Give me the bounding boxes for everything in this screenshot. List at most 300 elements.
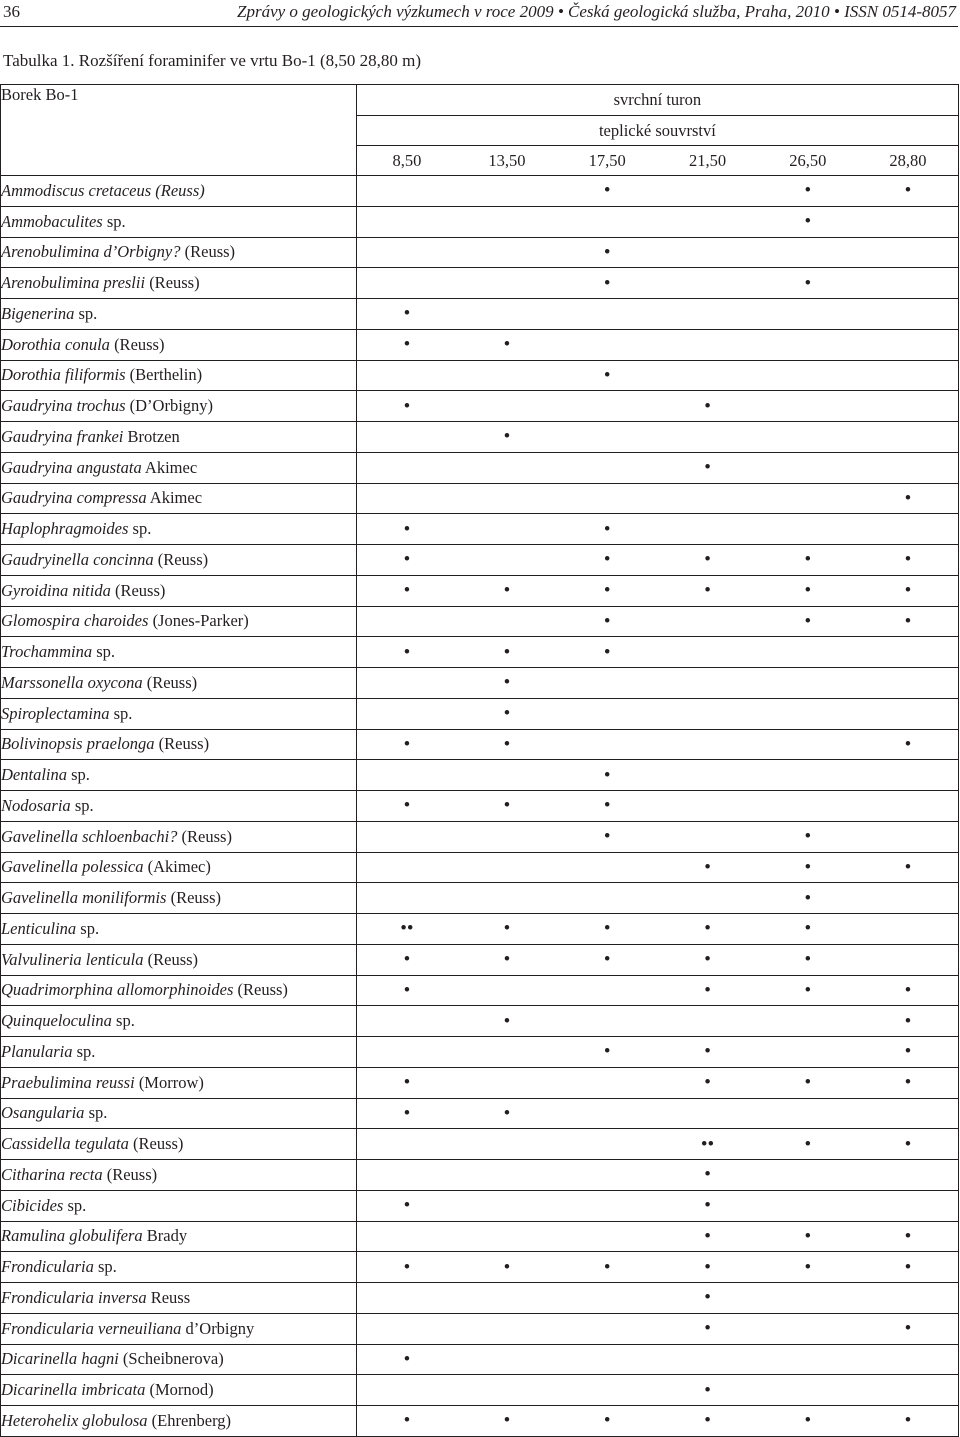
species-binomial: Gaudryina angustata <box>1 457 142 477</box>
occurrence-cell <box>758 698 858 729</box>
occurrence-cell: • <box>858 483 958 514</box>
occurrence-cell: • <box>557 514 657 545</box>
species-name <box>1 1313 357 1344</box>
occurrence-cell: • <box>758 206 858 237</box>
species-name <box>1 514 357 545</box>
species-author: sp. <box>63 1195 87 1215</box>
occurrence-cell: • <box>858 975 958 1006</box>
occurrence-cell: • <box>357 791 457 822</box>
occurrence-cell: • <box>758 914 858 945</box>
species-name <box>1 1098 357 1129</box>
occurrence-cell: • <box>858 545 958 576</box>
occurrence-cell <box>858 514 958 545</box>
species-name <box>1 391 357 422</box>
occurrence-cell <box>657 606 757 637</box>
occurrence-cell: • <box>557 637 657 668</box>
occurrence-cell: • <box>457 329 557 360</box>
species-author: (Ehrenberg) <box>147 1410 232 1430</box>
occurrence-cell <box>357 483 457 514</box>
occurrence-cell <box>758 637 858 668</box>
occurrence-cell: •• <box>357 914 457 945</box>
occurrence-cell: • <box>457 698 557 729</box>
species-author: Brotzen <box>123 426 180 446</box>
occurrence-cell: • <box>557 821 657 852</box>
occurrence-cell: • <box>557 1252 657 1283</box>
species-author: sp. <box>111 1011 135 1031</box>
occurrence-cell <box>557 1190 657 1221</box>
occurrence-cell <box>858 1283 958 1314</box>
species-name <box>1 914 357 945</box>
occurrence-cell <box>557 329 657 360</box>
species-author: (Reuss) <box>109 334 165 354</box>
species-binomial: Ammodiscus cretaceus (Reuss) <box>1 180 205 200</box>
occurrence-cell <box>858 1160 958 1191</box>
occurrence-cell <box>657 698 757 729</box>
species-binomial: Valvulineria lenticula <box>1 949 144 969</box>
species-binomial: Dicarinella imbricata <box>1 1380 146 1400</box>
occurrence-cell <box>557 883 657 914</box>
species-binomial: Osangularia <box>1 1103 85 1123</box>
occurrence-cell: • <box>758 575 858 606</box>
occurrence-cell: • <box>758 606 858 637</box>
occurrence-cell <box>657 206 757 237</box>
species-author: sp. <box>84 1103 108 1123</box>
occurrence-cell: • <box>357 1190 457 1221</box>
table-row <box>1 1252 959 1283</box>
occurrence-cell: • <box>357 1252 457 1283</box>
occurrence-cell <box>557 1375 657 1406</box>
occurrence-cell: • <box>357 944 457 975</box>
occurrence-cell <box>657 668 757 699</box>
occurrence-cell: • <box>457 944 557 975</box>
table-row <box>1 698 959 729</box>
species-name <box>1 329 357 360</box>
occurrence-cell: • <box>357 299 457 330</box>
occurrence-cell <box>858 329 958 360</box>
occurrence-cell <box>758 791 858 822</box>
species-binomial: Glomospira charoides <box>1 611 149 631</box>
species-binomial: Quadrimorphina allomorphinoides <box>1 980 234 1000</box>
species-author: (Mornod) <box>145 1380 214 1400</box>
occurrence-cell <box>557 1006 657 1037</box>
species-author: sp. <box>93 1257 117 1277</box>
occurrence-cell: • <box>557 944 657 975</box>
occurrence-cell <box>758 1098 858 1129</box>
species-binomial: Frondicularia verneuiliana <box>1 1318 182 1338</box>
occurrence-cell <box>457 452 557 483</box>
table-row <box>1 606 959 637</box>
occurrence-cell: • <box>457 1006 557 1037</box>
occurrence-cell: • <box>357 1344 457 1375</box>
table-row <box>1 944 959 975</box>
species-binomial: Heterohelix globulosa <box>1 1410 148 1430</box>
occurrence-cell: • <box>357 975 457 1006</box>
occurrence-cell: • <box>758 944 858 975</box>
occurrence-cell <box>457 206 557 237</box>
occurrence-cell <box>357 237 457 268</box>
table-row <box>1 575 959 606</box>
occurrence-cell <box>557 668 657 699</box>
occurrence-cell: • <box>657 1160 757 1191</box>
depth-header: 17,50 <box>557 146 657 176</box>
table-row <box>1 852 959 883</box>
occurrence-cell <box>858 698 958 729</box>
species-author: (Reuss) <box>233 980 288 1000</box>
occurrence-cell: • <box>457 637 557 668</box>
table-row <box>1 975 959 1006</box>
species-author: (Reuss) <box>166 888 221 908</box>
occurrence-cell <box>457 606 557 637</box>
occurrence-cell: • <box>557 237 657 268</box>
occurrence-cell <box>457 760 557 791</box>
occurrence-cell <box>758 668 858 699</box>
table-row <box>1 1129 959 1160</box>
occurrence-cell <box>357 1160 457 1191</box>
occurrence-cell: • <box>557 606 657 637</box>
occurrence-cell <box>457 483 557 514</box>
occurrence-cell: • <box>858 176 958 207</box>
occurrence-cell <box>357 1375 457 1406</box>
occurrence-cell <box>657 422 757 453</box>
occurrence-cell <box>457 268 557 299</box>
species-binomial: Dorothia conula <box>1 334 110 354</box>
occurrence-cell: • <box>858 1221 958 1252</box>
species-binomial: Lenticulina <box>1 918 77 938</box>
occurrence-cell: • <box>657 575 757 606</box>
occurrence-cell <box>557 1313 657 1344</box>
table-row <box>1 760 959 791</box>
occurrence-cell <box>557 1098 657 1129</box>
occurrence-cell <box>357 606 457 637</box>
species-author: sp. <box>102 211 126 231</box>
table-row <box>1 668 959 699</box>
table-row <box>1 1375 959 1406</box>
species-binomial: Cassidella tegulata <box>1 1134 129 1154</box>
occurrence-cell <box>457 545 557 576</box>
table-row <box>1 1006 959 1037</box>
occurrence-cell: • <box>657 914 757 945</box>
page-number: 36 <box>3 2 20 21</box>
species-author: (Reuss) <box>102 1164 158 1184</box>
occurrence-cell <box>858 914 958 945</box>
occurrence-cell: • <box>758 176 858 207</box>
occurrence-cell <box>457 1221 557 1252</box>
occurrence-cell <box>657 729 757 760</box>
species-binomial: Frondicularia inversa <box>1 1287 147 1307</box>
occurrence-cell <box>557 852 657 883</box>
occurrence-cell <box>557 1129 657 1160</box>
occurrence-cell <box>357 1037 457 1068</box>
occurrence-cell <box>557 299 657 330</box>
species-author: (Reuss) <box>143 949 199 969</box>
occurrence-cell <box>657 637 757 668</box>
table-row <box>1 452 959 483</box>
species-name <box>1 852 357 883</box>
table-row <box>1 1313 959 1344</box>
occurrence-cell <box>758 237 858 268</box>
occurrence-cell <box>758 1344 858 1375</box>
species-name <box>1 1221 357 1252</box>
occurrence-cell <box>557 1344 657 1375</box>
foraminifera-table <box>0 84 959 1437</box>
occurrence-cell: • <box>858 606 958 637</box>
occurrence-cell <box>657 268 757 299</box>
occurrence-cell <box>457 514 557 545</box>
occurrence-cell <box>357 452 457 483</box>
table-row <box>1 514 959 545</box>
occurrence-cell <box>557 206 657 237</box>
occurrence-cell: • <box>657 1067 757 1098</box>
table-row <box>1 729 959 760</box>
occurrence-cell <box>457 391 557 422</box>
species-author: (Reuss) <box>128 1134 184 1154</box>
occurrence-cell <box>758 360 858 391</box>
species-name <box>1 883 357 914</box>
stage-header: svrchní turon <box>357 85 959 116</box>
occurrence-cell: • <box>457 1098 557 1129</box>
species-name <box>1 237 357 268</box>
occurrence-cell <box>457 1160 557 1191</box>
species-name <box>1 268 357 299</box>
occurrence-cell <box>758 1160 858 1191</box>
occurrence-cell <box>758 422 858 453</box>
occurrence-cell: • <box>557 545 657 576</box>
occurrence-cell <box>657 1098 757 1129</box>
species-binomial: Gavelinella moniliformis <box>1 888 167 908</box>
occurrence-cell <box>557 452 657 483</box>
occurrence-cell <box>758 760 858 791</box>
species-binomial: Dorothia filiformis <box>1 365 126 385</box>
species-binomial: Gyroidina nitida <box>1 580 111 600</box>
table-row <box>1 1160 959 1191</box>
table-row <box>1 545 959 576</box>
table-row <box>1 1037 959 1068</box>
table-row <box>1 821 959 852</box>
species-name <box>1 637 357 668</box>
occurrence-cell <box>758 299 858 330</box>
occurrence-cell: • <box>758 1406 858 1437</box>
occurrence-cell: • <box>357 729 457 760</box>
occurrence-cell: • <box>758 975 858 1006</box>
species-binomial: Cibicides <box>1 1195 64 1215</box>
species-author: (Reuss) <box>145 273 200 293</box>
species-name <box>1 176 357 207</box>
occurrence-cell <box>858 791 958 822</box>
occurrence-cell <box>758 483 858 514</box>
occurrence-cell: • <box>457 668 557 699</box>
species-name <box>1 975 357 1006</box>
occurrence-cell <box>457 1375 557 1406</box>
occurrence-cell: • <box>858 1129 958 1160</box>
species-author: sp. <box>70 795 94 815</box>
species-binomial: Trochammina <box>1 642 93 662</box>
species-name <box>1 452 357 483</box>
occurrence-cell <box>457 1283 557 1314</box>
occurrence-cell: • <box>557 1406 657 1437</box>
occurrence-cell <box>858 452 958 483</box>
species-binomial: Arenobulimina d’Orbigny? <box>1 242 181 262</box>
occurrence-cell <box>357 1221 457 1252</box>
occurrence-cell: • <box>657 1283 757 1314</box>
species-author: (Reuss) <box>110 580 166 600</box>
species-name <box>1 206 357 237</box>
species-name <box>1 1406 357 1437</box>
table-caption: Tabulka 1. Rozšíření foraminifer ve vrtu Bo-1 (8,50 28,80 m) <box>3 51 422 70</box>
occurrence-cell: • <box>657 975 757 1006</box>
species-author: d’Orbigny <box>181 1318 255 1338</box>
depth-header: 26,50 <box>758 146 858 176</box>
species-binomial: Arenobulimina preslii <box>1 273 146 293</box>
occurrence-cell <box>858 299 958 330</box>
species-author: (Reuss) <box>177 826 232 846</box>
species-author: (Akimec) <box>143 857 211 877</box>
species-name <box>1 698 357 729</box>
species-name <box>1 760 357 791</box>
table-row <box>1 391 959 422</box>
occurrence-cell: • <box>357 575 457 606</box>
species-author: sp. <box>109 703 133 723</box>
occurrence-cell <box>657 299 757 330</box>
occurrence-cell <box>457 299 557 330</box>
occurrence-cell: • <box>557 914 657 945</box>
species-author: Akimec <box>141 457 198 477</box>
species-name <box>1 1252 357 1283</box>
table-row <box>1 422 959 453</box>
occurrence-cell <box>357 360 457 391</box>
occurrence-cell <box>758 329 858 360</box>
occurrence-cell <box>557 698 657 729</box>
table-row <box>1 329 959 360</box>
occurrence-cell: • <box>457 575 557 606</box>
species-name <box>1 545 357 576</box>
occurrence-cell <box>357 1006 457 1037</box>
occurrence-cell: • <box>858 1067 958 1098</box>
occurrence-cell <box>858 268 958 299</box>
occurrence-cell: • <box>758 545 858 576</box>
occurrence-cell: • <box>657 1252 757 1283</box>
occurrence-cell: • <box>657 1375 757 1406</box>
species-author: sp. <box>74 303 98 323</box>
species-author: (Reuss) <box>153 549 209 569</box>
species-author: sp. <box>76 918 100 938</box>
occurrence-cell <box>758 1375 858 1406</box>
occurrence-cell <box>657 1344 757 1375</box>
species-name <box>1 575 357 606</box>
occurrence-cell <box>457 1313 557 1344</box>
species-author: Reuss <box>146 1287 191 1307</box>
occurrence-cell <box>557 1067 657 1098</box>
occurrence-cell <box>457 1129 557 1160</box>
species-name <box>1 1283 357 1314</box>
occurrence-cell: • <box>657 1406 757 1437</box>
occurrence-cell <box>858 1098 958 1129</box>
species-binomial: Marssonella oxycona <box>1 672 143 692</box>
occurrence-cell <box>557 422 657 453</box>
occurrence-cell <box>657 483 757 514</box>
table-row <box>1 1406 959 1437</box>
occurrence-cell <box>657 883 757 914</box>
species-author: (Scheibnerova) <box>118 1349 224 1369</box>
occurrence-cell <box>557 1221 657 1252</box>
occurrence-cell <box>357 883 457 914</box>
species-author: (Reuss) <box>180 242 236 262</box>
species-name <box>1 668 357 699</box>
table-row <box>1 1067 959 1098</box>
species-name <box>1 1129 357 1160</box>
table-row <box>1 268 959 299</box>
occurrence-cell: • <box>657 1190 757 1221</box>
species-binomial: Gavelinella polessica <box>1 857 144 877</box>
occurrence-cell: • <box>858 1313 958 1344</box>
occurrence-cell: • <box>457 791 557 822</box>
species-binomial: Dentalina <box>1 765 67 785</box>
species-author: sp. <box>128 519 152 539</box>
occurrence-cell <box>357 1283 457 1314</box>
occurrence-cell: • <box>457 729 557 760</box>
occurrence-cell <box>858 821 958 852</box>
species-author: (Morrow) <box>134 1072 204 1092</box>
occurrence-cell: • <box>758 268 858 299</box>
occurrence-cell <box>457 360 557 391</box>
occurrence-cell <box>557 391 657 422</box>
occurrence-cell <box>758 1006 858 1037</box>
table-row <box>1 299 959 330</box>
species-binomial: Praebulimina reussi <box>1 1072 135 1092</box>
occurrence-cell <box>457 821 557 852</box>
occurrence-cell <box>357 1129 457 1160</box>
species-name <box>1 944 357 975</box>
table-row <box>1 1221 959 1252</box>
occurrence-cell <box>858 1190 958 1221</box>
occurrence-cell: • <box>357 1067 457 1098</box>
occurrence-cell: • <box>858 575 958 606</box>
formation-header: teplické souvrství <box>357 116 959 146</box>
occurrence-cell: • <box>357 1406 457 1437</box>
occurrence-cell: • <box>357 391 457 422</box>
species-author: Brady <box>142 1226 188 1246</box>
species-name <box>1 360 357 391</box>
occurrence-cell <box>457 1037 557 1068</box>
occurrence-cell <box>457 852 557 883</box>
species-author: (Reuss) <box>154 734 210 754</box>
species-author: (Jones-Parker) <box>148 611 249 631</box>
species-binomial: Haplophragmoides <box>1 519 129 539</box>
occurrence-cell: • <box>357 1098 457 1129</box>
occurrence-cell <box>858 422 958 453</box>
occurrence-cell <box>657 176 757 207</box>
depth-header: 8,50 <box>357 146 457 176</box>
species-author: (D’Orbigny) <box>125 396 214 416</box>
occurrence-cell <box>858 637 958 668</box>
species-name <box>1 483 357 514</box>
occurrence-cell: • <box>557 791 657 822</box>
species-name <box>1 299 357 330</box>
borehole-label: Borek Bo-1 <box>1 85 357 176</box>
page-header <box>0 0 958 27</box>
occurrence-cell <box>457 237 557 268</box>
occurrence-cell <box>357 668 457 699</box>
depth-header: 13,50 <box>457 146 557 176</box>
occurrence-cell: • <box>657 944 757 975</box>
occurrence-cell <box>357 698 457 729</box>
occurrence-cell <box>557 1283 657 1314</box>
table-row <box>1 206 959 237</box>
occurrence-cell <box>657 514 757 545</box>
species-binomial: Spiroplectamina <box>1 703 110 723</box>
occurrence-cell <box>758 1037 858 1068</box>
table-row <box>1 637 959 668</box>
species-name <box>1 1160 357 1191</box>
